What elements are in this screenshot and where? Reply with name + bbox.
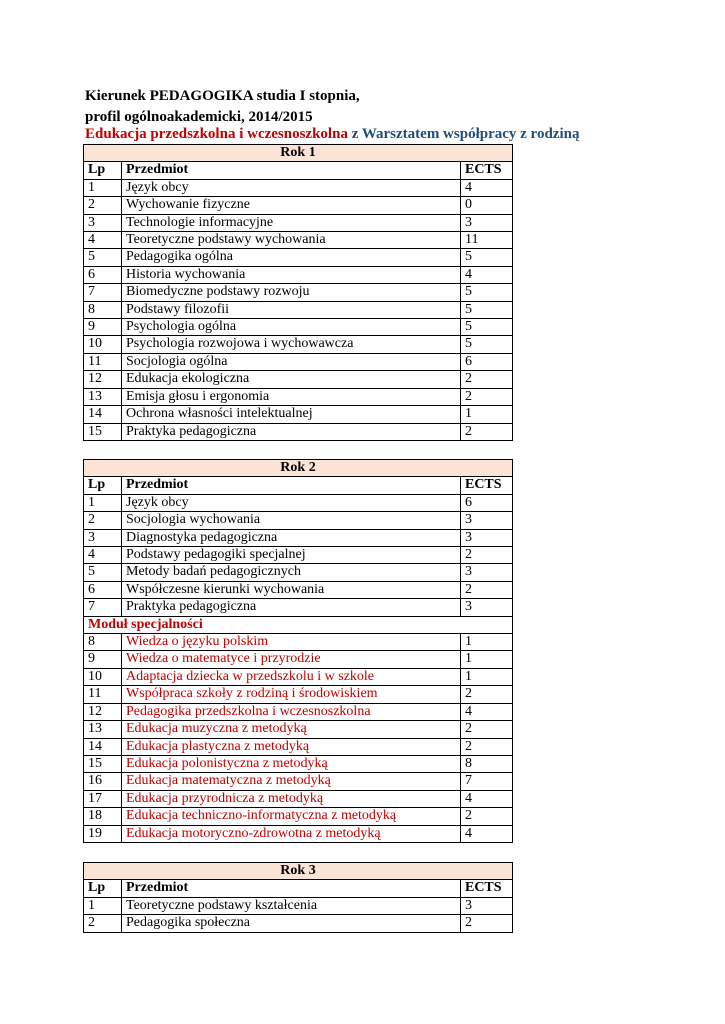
table-row [84,564,513,581]
document-title-line-2: profil ogólnoakademicki, 2014/2015 [85,109,313,125]
year-title: Rok 1 [84,145,513,162]
table-row [84,897,513,914]
row-lp: 12 [84,371,122,388]
row-ects: 6 [460,494,512,511]
row-subject: Współczesne kierunki wychowania [122,581,461,598]
row-lp: 17 [84,790,122,807]
table-row [84,388,513,405]
table-row [84,214,513,231]
row-lp: 10 [84,336,122,353]
specialization-name: Edukacja przedszkolna i wczesnoszkolna [85,126,348,142]
column-header-subject: Przedmiot [122,477,461,494]
row-lp: 11 [84,686,122,703]
row-lp: 1 [84,494,122,511]
row-subject: Edukacja plastyczna z metodyką [122,738,461,755]
row-ects: 1 [460,634,512,651]
table-row [84,371,513,388]
table-row [84,423,513,440]
row-ects: 2 [460,371,512,388]
row-lp: 2 [84,197,122,214]
column-header-subject: Przedmiot [122,880,461,897]
row-ects: 3 [460,529,512,546]
row-subject: Edukacja motoryczno-zdrowotna z metodyką [122,825,461,842]
row-lp: 10 [84,668,122,685]
row-ects: 5 [460,336,512,353]
table-row [84,634,513,651]
table-row [84,232,513,249]
table-row [84,755,513,772]
row-subject: Podstawy filozofii [122,301,461,318]
table-row [84,651,513,668]
table-row [84,790,513,807]
table-row [84,808,513,825]
row-ects: 3 [460,599,512,616]
elective-name: Warsztatem współpracy z rodziną [361,126,580,142]
row-lp: 3 [84,214,122,231]
row-lp: 19 [84,825,122,842]
row-ects: 11 [460,232,512,249]
table-row [84,825,513,842]
row-ects: 1 [460,651,512,668]
row-lp: 7 [84,599,122,616]
row-subject: Język obcy [122,179,461,196]
column-header-lp: Lp [84,880,122,897]
row-ects: 1 [460,406,512,423]
row-ects: 2 [460,581,512,598]
row-subject: Socjologia ogólna [122,353,461,370]
row-subject: Edukacja przyrodnicza z metodyką [122,790,461,807]
table-row [84,319,513,336]
row-ects: 2 [460,547,512,564]
row-subject: Pedagogika ogólna [122,249,461,266]
row-ects: 5 [460,319,512,336]
row-lp: 6 [84,581,122,598]
row-subject: Biomedyczne podstawy rozwoju [122,284,461,301]
row-lp: 3 [84,529,122,546]
row-ects: 3 [460,214,512,231]
row-lp: 15 [84,755,122,772]
row-ects: 7 [460,773,512,790]
row-ects: 4 [460,825,512,842]
table-row [84,668,513,685]
table-row [84,494,513,511]
row-lp: 16 [84,773,122,790]
row-subject: Socjologia wychowania [122,512,461,529]
column-header-lp: Lp [84,162,122,179]
row-lp: 13 [84,721,122,738]
row-subject: Pedagogika przedszkolna i wczesnoszkolna [122,703,461,720]
row-lp: 5 [84,564,122,581]
row-subject: Pedagogika społeczna [122,915,461,932]
row-subject: Psychologia rozwojowa i wychowawcza [122,336,461,353]
row-lp: 9 [84,319,122,336]
row-ects: 5 [460,284,512,301]
year-1-table [83,144,513,441]
table-row [84,284,513,301]
table-row [84,353,513,370]
table-row [84,512,513,529]
row-lp: 5 [84,249,122,266]
table-row [84,406,513,423]
table-row [84,686,513,703]
row-ects: 0 [460,197,512,214]
row-ects: 4 [460,179,512,196]
row-subject: Edukacja matematyczna z metodyką [122,773,461,790]
row-subject: Wychowanie fizyczne [122,197,461,214]
row-subject: Edukacja muzyczna z metodyką [122,721,461,738]
table-row [84,266,513,283]
row-lp: 2 [84,915,122,932]
module-title: Moduł specjalności [84,616,513,633]
row-subject: Psychologia ogólna [122,319,461,336]
row-lp: 14 [84,738,122,755]
row-ects: 5 [460,301,512,318]
specialization-title [85,125,579,143]
row-lp: 8 [84,634,122,651]
row-subject: Praktyka pedagogiczna [122,423,461,440]
row-ects: 3 [460,564,512,581]
table-row [84,703,513,720]
year-title: Rok 2 [84,460,513,477]
row-lp: 1 [84,897,122,914]
row-subject: Teoretyczne podstawy kształcenia [122,897,461,914]
row-lp: 18 [84,808,122,825]
row-ects: 2 [460,423,512,440]
row-lp: 13 [84,388,122,405]
row-ects: 2 [460,915,512,932]
table-row [84,599,513,616]
row-subject: Praktyka pedagogiczna [122,599,461,616]
row-lp: 15 [84,423,122,440]
column-header-ects: ECTS [460,477,512,494]
row-subject: Język obcy [122,494,461,511]
row-ects: 2 [460,388,512,405]
row-lp: 8 [84,301,122,318]
table-row [84,529,513,546]
row-lp: 4 [84,547,122,564]
row-ects: 2 [460,738,512,755]
row-ects: 2 [460,686,512,703]
row-subject: Metody badań pedagogicznych [122,564,461,581]
year-3-table [83,862,513,933]
table-row [84,721,513,738]
row-subject: Historia wychowania [122,266,461,283]
row-ects: 4 [460,790,512,807]
row-subject: Diagnostyka pedagogiczna [122,529,461,546]
row-lp: 2 [84,512,122,529]
table-row [84,249,513,266]
row-lp: 7 [84,284,122,301]
row-lp: 9 [84,651,122,668]
table-row [84,336,513,353]
row-ects: 6 [460,353,512,370]
table-row [84,738,513,755]
column-header-ects: ECTS [460,880,512,897]
table-row [84,547,513,564]
table-row [84,581,513,598]
year-2-table [83,459,513,843]
row-lp: 14 [84,406,122,423]
row-ects: 3 [460,512,512,529]
row-subject: Ochrona własności intelektualnej [122,406,461,423]
row-lp: 4 [84,232,122,249]
row-subject: Współpraca szkoły z rodziną i środowiskiem [122,686,461,703]
row-ects: 4 [460,703,512,720]
row-ects: 4 [460,266,512,283]
row-subject: Technologie informacyjne [122,214,461,231]
row-lp: 6 [84,266,122,283]
row-subject: Podstawy pedagogiki specjalnej [122,547,461,564]
table-row [84,197,513,214]
row-ects: 8 [460,755,512,772]
row-subject: Emisja głosu i ergonomia [122,388,461,405]
row-ects: 2 [460,808,512,825]
table-row [84,179,513,196]
column-header-lp: Lp [84,477,122,494]
document-title-line-1: Kierunek PEDAGOGIKA studia I stopnia, [85,88,360,104]
year-title: Rok 3 [84,863,513,880]
row-subject: Edukacja polonistyczna z metodyką [122,755,461,772]
row-lp: 1 [84,179,122,196]
row-lp: 12 [84,703,122,720]
row-lp: 11 [84,353,122,370]
row-ects: 3 [460,897,512,914]
column-header-subject: Przedmiot [122,162,461,179]
row-subject: Adaptacja dziecka w przedszkolu i w szkole [122,668,461,685]
row-subject: Wiedza o matematyce i przyrodzie [122,651,461,668]
row-subject: Edukacja techniczno-informatyczna z metodyką [122,808,461,825]
table-row [84,915,513,932]
table-row [84,773,513,790]
row-subject: Wiedza o języku polskim [122,634,461,651]
row-ects: 5 [460,249,512,266]
specialization-connector: z [347,126,362,142]
row-subject: Edukacja ekologiczna [122,371,461,388]
column-header-ects: ECTS [460,162,512,179]
row-ects: 1 [460,668,512,685]
table-row [84,301,513,318]
row-ects: 2 [460,721,512,738]
row-subject: Teoretyczne podstawy wychowania [122,232,461,249]
